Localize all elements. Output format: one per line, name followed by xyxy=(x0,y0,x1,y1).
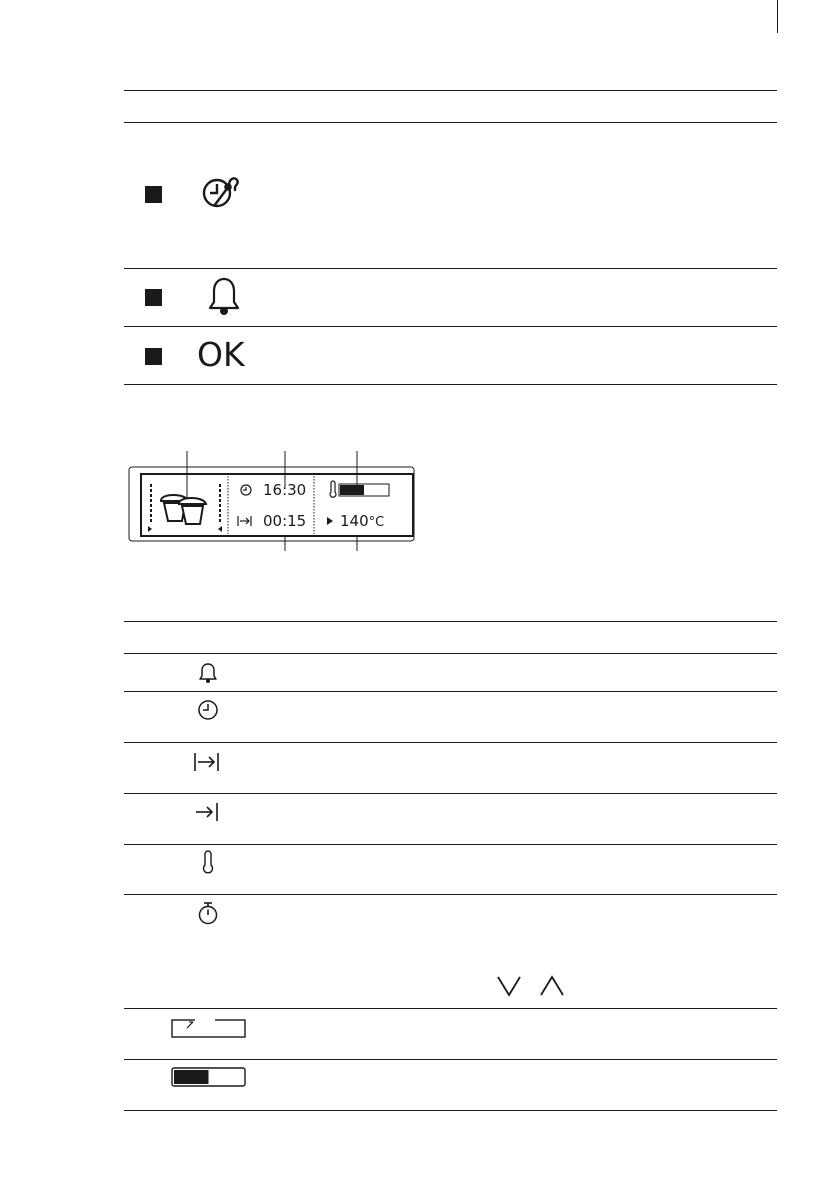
table1-top-rule xyxy=(124,90,777,91)
end-time-icon xyxy=(192,800,224,824)
duration-icon xyxy=(192,750,224,774)
table1-row-rule xyxy=(124,268,777,269)
table2-row-rule xyxy=(124,793,777,794)
table2-top-rule xyxy=(124,621,777,622)
clock-icon xyxy=(196,698,220,722)
bell-icon xyxy=(197,661,219,685)
chevron-down-icon xyxy=(496,975,522,997)
oven-display xyxy=(128,451,418,551)
heat-up-indicator-half-icon xyxy=(170,1065,248,1089)
table2-header-rule xyxy=(124,653,777,654)
timer-icon xyxy=(196,900,220,926)
table2-row-rule xyxy=(124,691,777,692)
table1-header-rule xyxy=(124,122,777,123)
table2-row-rule xyxy=(124,844,777,845)
bell-icon xyxy=(203,274,245,318)
play-triangle-icon xyxy=(327,517,333,525)
food-tray-icon xyxy=(161,495,206,524)
margin-line xyxy=(777,0,778,33)
heat-level-fill xyxy=(340,485,364,495)
heat-up-indicator-empty-icon xyxy=(170,1016,248,1040)
table1-bottom-rule xyxy=(124,384,777,385)
bullet-square xyxy=(145,186,162,203)
bullet-square xyxy=(145,289,162,306)
display-duration: 00:15 xyxy=(263,512,307,530)
display-temperature xyxy=(340,512,384,532)
display-time: 16:30 xyxy=(263,481,307,499)
temperature-value: 140 xyxy=(340,512,369,530)
table2-row-rule xyxy=(124,742,777,743)
thermometer-icon xyxy=(330,481,336,497)
heat-level-fill xyxy=(174,1070,209,1084)
table2-bottom-rule xyxy=(124,1110,777,1111)
chevron-up-icon xyxy=(539,975,565,997)
ok-icon: OK xyxy=(197,335,245,374)
clock-icon xyxy=(241,485,251,495)
table2-row-rule xyxy=(124,1008,777,1009)
temperature-unit: °C xyxy=(368,515,385,530)
table2-row-rule xyxy=(124,1059,777,1060)
table2-row-rule xyxy=(124,894,777,895)
thermometer-icon xyxy=(198,850,218,876)
clock-probe-icon xyxy=(202,175,248,211)
bullet-square xyxy=(145,348,162,365)
table1-row-rule xyxy=(124,326,777,327)
duration-icon xyxy=(238,516,251,526)
